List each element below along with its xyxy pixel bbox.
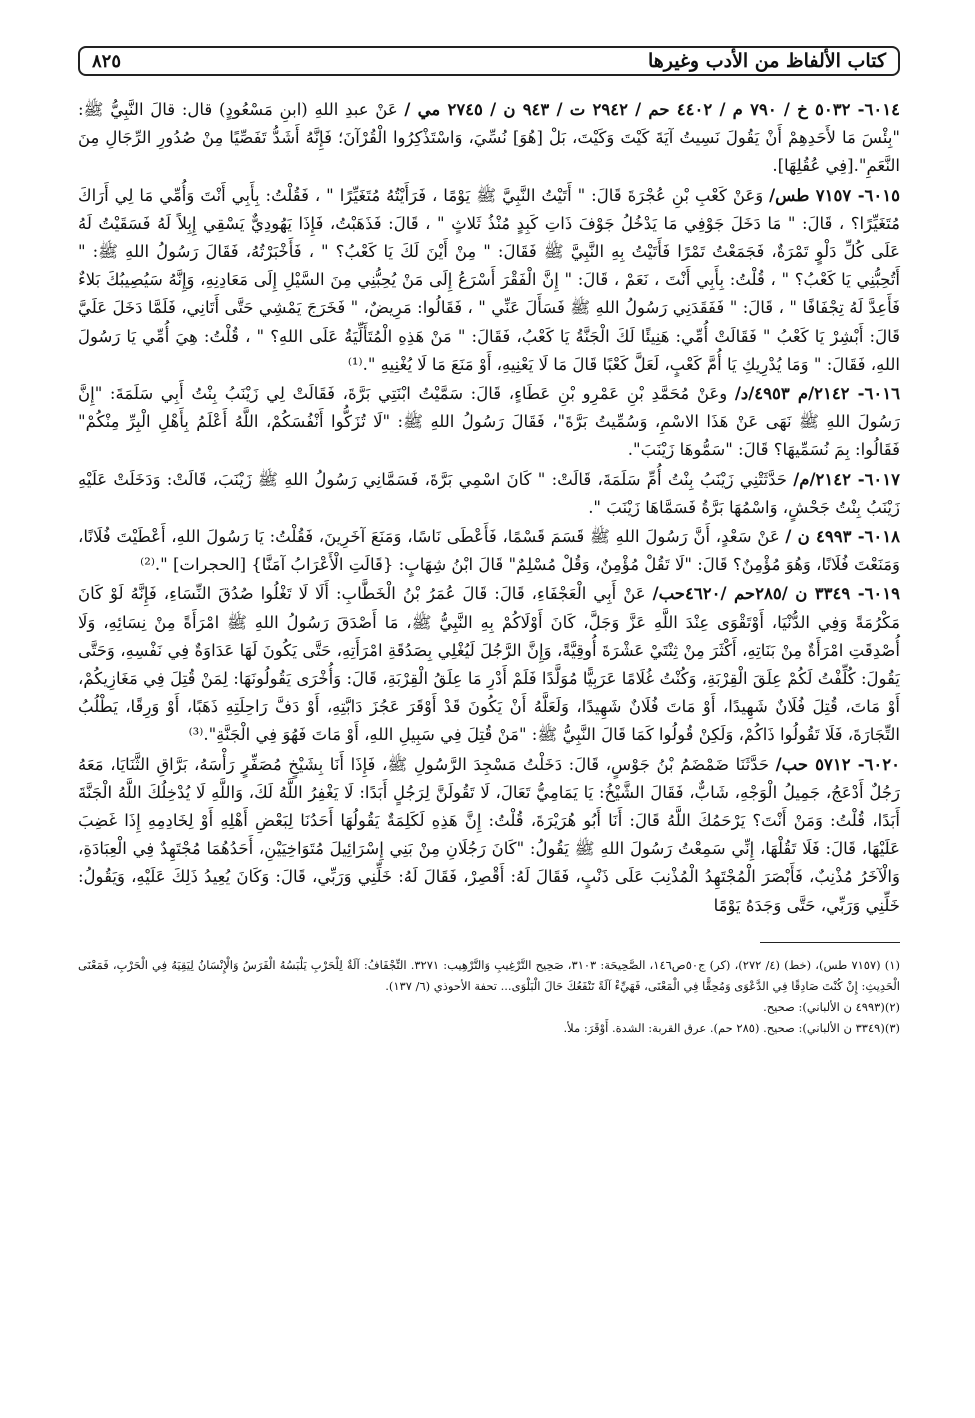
- footnote: (٢)(٤٩٩٣ ن الألباني): صحيح.: [763, 999, 900, 1014]
- hadith-number: ٦٠١٦- ٢١٤٢/م ٤٩٥٣/د/: [734, 384, 900, 404]
- hadith-entry: [78, 580, 900, 749]
- hadith-text: عَنْ سَعْدٍ، أَنَّ رَسُولَ اللهِ ﷺ قَسَمَ قَسْمًا، فَأَعْطَى نَاسًا، وَمَنَعَ آخَرِينَ، فَقُلْتُ: يَا رَسُولَ اللهِ، أَعْطَيْتَ فُلَانًا، وَمَنَعْتَ فُلَانًا، وَهُوَ مُؤْمِنٌ؟ قَالَ: "لَا تَقُلْ مُؤْمِنٌ، وَقُلْ مُسْلِمٌ" قَالَ ابْنُ شِهَابٍ: {قَالَتِ الْأَعْرَابُ آمَنَّا} [الحجرات] ".⁽²⁾: [78, 527, 900, 575]
- hadith-text: حَدَّثَتْنِي زَيْنَبُ بِنْتُ أُمِّ سَلَمَةَ، قَالَتْ: " كَانَ اسْمِي بَرَّةَ، فَسَمَّانِي رَسُولُ اللهِ ﷺ زَيْنَبَ، قَالَتْ: وَدَخَلَتْ عَلَيْهِ زَيْنَبُ بِنْتُ جَحْشٍ، وَاسْمُهَا بَرَّةُ فَسَمَّاهَا زَيْنَبَ ".: [78, 469, 900, 517]
- page-number: ٨٢٥: [92, 50, 122, 72]
- hadith-number: ٦٠١٨- ٤٩٩٣ ن /: [785, 527, 900, 547]
- hadith-number: ٦٠١٧- ٢١٤٢/م/: [793, 469, 901, 489]
- hadith-text: وَعَنْ كَعْبِ بْنِ عُجْرَةَ قَالَ: " أَتَيْتُ النَّبِيَّ ﷺ يَوْمًا ، فَرَأَيْتُهُ مُتَغَيِّرًا " ، فَقُلْتُ: بِأَبِي أَنْتَ وَأُمِّي مَا لِي أَرَاكَ مُتَغَيِّرًا؟ ، قَالَ: " مَا دَخَلَ جَوْفِي مَا يَدْخُلُ جَوْفَ ذَاتِ كَبِدٍ مُنْذُ ثَلاثٍ " ، قَالَ: فَذَهَبْتُ، فَإِذَا يَهُودِيٌّ يَسْقِي إِبِلاً لَهُ فَسَقَيْتُ لَهُ عَلَى كُلِّ دَلْوٍ تَمْرَةٌ، فَجَمَعْتُ تَمْرًا فَأَتَيْتُ بِهِ النَّبِيَّ ﷺ فَقَالَ: " مِنْ أَيْنَ لَكَ يَا كَعْبُ؟ " ، فَأَخْبَرْتُهُ، فَقَالَ رَسُولُ اللهِ ﷺ: " أَتُحِبُّنِي يَا كَعْبُ؟ " ، قُلْتُ: بِأَبِي أَنْتَ ، نَعَمْ ، قَالَ: " إِنَّ الْفَقْرَ أَسْرَعُ إِلَى مَنْ يُحِبُّنِي مِنَ السَّيْلِ إِلَى مَعَادِنِهِ، وَإِنَّهُ سَيُصِيبُكَ بَلاءٌ فَأَعِدَّ لَهُ تِجْفَافًا " ، قَالَ: " فَفَقَدَنِي رَسُولُ اللهِ ﷺ فَسَأَلَ عَنِّي " ، فَقَالُوا: مَرِيضٌ، " فَخَرَجَ يَمْشِي حَتَّى أَتَانِي، فَلَمَّا دَخَلَ عَلَيَّ قَالَ: أَبْشِرْ يَا كَعْبُ " فَقَالَتْ أُمِّي: هَنِيئًا لَكَ الْجَنَّةُ يَا كَعْبُ، فَقَالَ: " مَنْ هَذِهِ الْمُتَأَلِّيَةُ عَلَى اللهِ؟ " ، قُلْتُ: هِيَ أُمِّي يَا رَسُولَ اللهِ، فَقَالَ: " وَمَا يُدْرِيكِ يَا أُمَّ كَعْبٍ، لَعَلَّ كَعْبًا قَالَ مَا لَا يَعْنِيهِ، أَوْ مَنَعَ مَا لَا يُغْنِيهِ ".⁽¹⁾: [78, 185, 900, 374]
- hadith-text: وعَنْ مُحَمَّدِ بْنِ عَمْرِو بْنِ عَطَاءٍ، قَالَ: سَمَّيْتُ ابْنَتِي بَرَّةَ، فَقَالَتْ لِي زَيْنَبُ بِنْتُ أَبِي سَلَمَةَ: "إِنَّ رَسُولَ اللهِ ﷺ نَهَى عَنْ هَذَا الاسْمِ، وَسُمِّيتُ بَرَّةَ"، فَقَالَ رَسُولُ اللهِ ﷺ: "لَا تُزَكُّوا أَنْفُسَكُمْ، اللَّهُ أَعْلَمُ بِأَهْلِ الْبِرِّ مِنْكُمْ" فَقَالُوا: بِمَ نُسَمِّيهَا؟ قَالَ: "سَمُّوهَا زَيْنَبَ".: [78, 384, 900, 460]
- running-header: [78, 46, 900, 76]
- footnotes: [78, 955, 900, 1039]
- footnote-separator: [760, 942, 900, 943]
- hadith-number: ٦٠١٩- ٣٣٤٩ ن /٢٨٥حم /٤٦٢٠حب/: [652, 584, 901, 604]
- hadith-text: عَنْ عبدِ اللهِ (ابنِ مَسْعُودٍ) قال: قالَ النَّبِيُّ ﷺ: "بِئْسَ مَا لأَحَدِهِمْ أَنْ يَقُولَ نَسِيتُ آيَةَ كَيْتَ وَكَيْتَ، بَلْ [هُوَ] نُسِّيَ، وَاسْتَذْكِرُوا الْقُرْآنَ؛ فَإِنَّهُ أَشَدُّ تَفَصِّيًا مِنْ صُدُورِ الرِّجَالِ مِنَ النَّعَمِ".[فِي عُقُلِهَا].: [78, 100, 900, 176]
- hadith-entry: [78, 380, 900, 465]
- hadith-entry: [78, 182, 900, 379]
- hadith-number: ٦٠٢٠- ٥٧١٢ حب/: [775, 754, 900, 774]
- hadith-entry: [78, 751, 900, 920]
- footnote: (١) (٧١٥٧ طس)، (خط) (٤/ ٢٧٢)، (كر) ج٥٠ص١٤٦، الصَّحِيحَة: ٣١٠٣، صَحِيح التَّرْغِيبِ وَالتَّرْهِيب: ٣٢٧١. التِّجْفَافُ: آلَةٌ لِلْحَرْبِ يَلْبَسُهُ الْفَرَسُ وَالْإِنْسَانُ لِيَقِيَهُ فِي الْحَرْبِ، فَمَعْنَى الْحَدِيثِ: إِنْ كُنْتَ صَادِقًا فِي الدَّعْوَى وَمُحِقًّا فِي الْمَعْنَى، فَهَيِّءْ آلَةً تَنْفَعُكَ حَالَ الْبَلْوَى... تحفة الأحوذي (٦/ ١٣٧).: [78, 957, 900, 993]
- page: [78, 46, 900, 1039]
- chapter-title: كتاب الألفاظ من الأدب وغيرها: [647, 50, 886, 72]
- hadith-body: [78, 96, 900, 920]
- hadith-text: عَنْ أَبِي الْعَجْفَاءِ، قَالَ: قَالَ عُمَرُ بْنُ الْخَطَّابِ: أَلَا لَا تَغْلُوا صُدُقَ النِّسَاءِ، فَإِنَّهُ لَوْ كَانَ مَكْرُمَةً وَفِي الدُّنْيَا، أَوْتَقْوَى عِنْدَ اللَّهِ عَزَّ وَجَلَّ، كَانَ أَوْلَاكُمْ بِهِ النَّبِيُّ ﷺ، مَا أَصْدَقَ رَسُولُ اللهِ ﷺ امْرَأَةً مِنْ نِسَائِهِ، وَلَا أُصْدِقَتِ امْرَأَةٌ مِنْ بَنَاتِهِ، أَكْثَرَ مِنْ ثِنْتَيْ عَشْرَةَ أُوقِيَّةً، وَإِنَّ الرَّجُلَ لَيُغْلِي بِصَدُقَةِ امْرَأَتِهِ، حَتَّى يَكُونَ لَهَا عَدَاوَةٌ فِي نَفْسِهِ، وَحَتَّى يَقُولَ: كُلِّفْتُ لَكُمْ عِلَقَ الْقِرْبَةِ، وَكُنْتُ غُلَامًا عَرَبِيًّا مُوَلَّدًا فَلَمْ أَدْرِ مَا عِلَقُ الْقِرْبَةِ، قَالَ: وَأُخْرَى يَقُولُونَهَا: لِمَنْ قُتِلَ فِي مَغَازِيكُمْ، أَوْ مَاتَ، قُتِلَ فُلَانٌ شَهِيدًا، أَوْ مَاتَ فُلَانٌ شَهِيدًا، وَلَعَلَّهُ أَنْ يَكُونَ قَدْ أَوْقَرَ عَجُزَ دَابَّتِهِ، أَوْ دَفَّ رَاحِلَتِهِ ذَهَبًا، أَوْ وَرِقًا، يَطْلُبُ التِّجَارَةَ، فَلَا تَقُولُوا ذَاكُمْ، وَلَكِنْ قُولُوا كَمَا قَالَ النَّبِيُّ ﷺ: "مَنْ قُتِلَ فِي سَبِيلِ اللهِ، أَوْ مَاتَ فَهُوَ فِي الْجَنَّةِ".⁽³⁾: [78, 584, 901, 745]
- hadith-number: ٦٠١٤- ٥٠٣٢ خ / ٧٩٠ م / ٤٤٠٢ حم / ٢٩٤٢ ت / ٩٤٣ ن / ٢٧٤٥ مي /: [404, 100, 900, 119]
- hadith-number: ٦٠١٥- ٧١٥٧ طس/: [769, 185, 900, 205]
- hadith-entry: [78, 466, 900, 522]
- footnote: (٣)(٣٣٤٩ ن الألباني): صحيح. (٢٨٥ حم). عرق القربة: الشدة. أَوْقَرَ: ملأ.: [563, 1020, 900, 1035]
- hadith-entry: [78, 523, 900, 579]
- hadith-text: حَدَّثَنَا ضَمْضَمُ بْنُ جَوْسٍ، قَالَ: دَخَلْتُ مَسْجِدَ الرَّسُولِ ﷺ، فَإِذَا أَنَا بِشَيْخٍ مُصَفِّرٍ رَأْسَهُ، بَرَّاقِ الثَّنَايَا، مَعَهُ رَجُلٌ أَدْعَجُ، جَمِيلُ الْوَجْهِ، شَابٌّ، فَقَالَ الشَّيْخُ: يَا يَمَامِيُّ تَعَالَ، لَا تَقُولَنَّ لِرَجُلٍ أَبَدًا: لَا يَغْفِرُ اللَّهُ لَكَ، وَاللَّهِ لَا يُدْخِلُكَ اللَّهُ الْجَنَّةَ أَبَدًا، قُلْتُ: وَمَنْ أَنْتَ؟ يَرْحَمُكَ اللَّهُ قَالَ: أَنَا أَبُو هُرَيْرَةَ، قُلْتُ: إِنَّ هَذِهِ لَكَلِمَةٌ يَقُولُهَا أَحَدُنَا لِبَعْضِ أَهْلِهِ أَوْ لِخَادِمِهِ إِذَا غَضِبَ عَلَيْهَا، قَالَ: فَلَا تَقُلْهَا، إِنِّي سَمِعْتُ رَسُولَ اللهِ ﷺ يَقُولُ: "كَانَ رَجُلَانِ مِنْ بَنِي إِسْرَائِيلَ مُتَوَاخِيَيْنِ، أَحَدُهُمَا مُجْتَهِدٌ فِي الْعِبَادَةِ، وَالْآخَرُ مُذْنِبٌ، فَأَبْصَرَ الْمُجْتَهِدُ الْمُذْنِبَ عَلَى ذَنْبٍ، فَقَالَ لَهُ: أَقْصِرْ، فَقَالَ لَهُ: خَلِّنِي وَرَبِّي، قَالَ: وَكَانَ يُعِيدُ ذَلِكَ عَلَيْهِ، وَيَقُولُ: خَلِّنِي وَرَبِّي، حَتَّى وَجَدَهُ يَوْمًا: [78, 754, 900, 915]
- hadith-entry: [78, 96, 900, 181]
